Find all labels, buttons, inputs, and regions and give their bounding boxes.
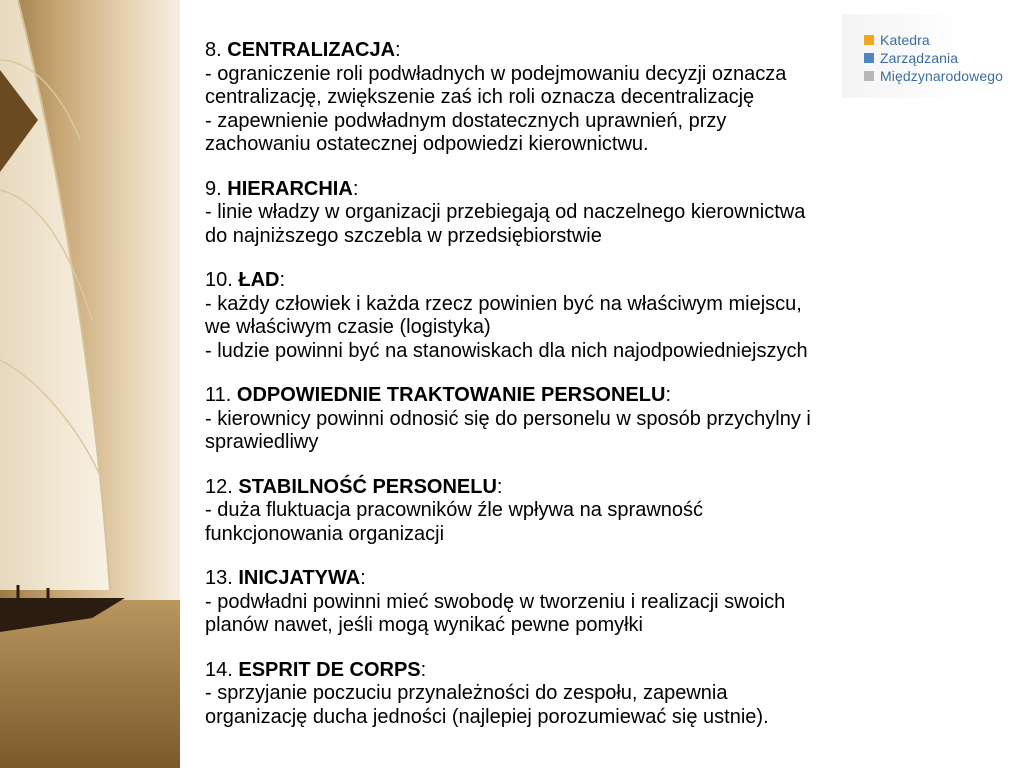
principle-number: 11. (205, 384, 232, 406)
principle-heading: 13. INICJATYWA: (205, 567, 366, 589)
principle-number: 9. (205, 177, 222, 200)
principle-heading: 8. CENTRALIZACJA: (205, 39, 401, 61)
sailboat-illustration (0, 0, 180, 768)
principle-text-line: zachowaniu ostatecznej odpowiedzi kierownictwu. (205, 133, 649, 155)
principle-text-line: - ograniczenie roli podwładnych w podejmowaniu decyzji oznacza (205, 62, 787, 85)
principle-title: INICJATYWA (238, 567, 361, 589)
principle-14-section (205, 659, 965, 730)
principle-8-section (205, 39, 965, 157)
principle-text-line: - podwładni powinni mieć swobodę w tworzeniu i realizacji swoich (205, 590, 786, 613)
principle-title: ESPRIT DE CORPS (238, 658, 421, 681)
principle-number: 8. (205, 39, 222, 61)
principle-title: STABILNOŚĆ PERSONELU (238, 475, 497, 498)
principle-text-line: - linie władzy w organizacji przebiegają od naczelnego kierownictwa (205, 201, 806, 223)
principle-heading: 12. STABILNOŚĆ PERSONELU: (205, 475, 503, 498)
principle-heading: 14. ESPRIT DE CORPS: (205, 658, 427, 681)
principle-10-section (205, 269, 965, 363)
principle-number: 13. (205, 567, 233, 589)
logo-line-2: Zarządzania (880, 50, 959, 66)
principle-text-line: - sprzyjanie poczuciu przynależności do zespołu, zapewnia (205, 682, 728, 704)
principle-text-line: - zapewnienie podwładnym dostatecznych uprawnień, przy (205, 109, 727, 132)
principle-12-section (205, 476, 965, 547)
principle-heading: 9. HIERARCHIA: (205, 177, 359, 200)
principle-text-line: sprawiedliwy (205, 431, 319, 453)
principle-text-line: - ludzie powinni być na stanowiskach dla nich najodpowiedniejszych (205, 339, 808, 362)
principle-heading: 10. ŁAD: (205, 269, 286, 291)
principle-11-section (205, 384, 965, 455)
principle-title: CENTRALIZACJA (227, 39, 396, 61)
principle-text-line: centralizację, zwiększenie zaś ich roli oznacza decentralizację (205, 86, 755, 108)
principle-title: ODPOWIEDNIE TRAKTOWANIE PERSONELU (236, 384, 666, 406)
principle-13-section (205, 567, 965, 638)
principle-text-line: - duża fluktuacja pracowników źle wpływa na sprawność (205, 499, 704, 521)
principle-text-line: funkcjonowania organizacji (205, 522, 445, 545)
principle-title: HIERARCHIA (227, 177, 353, 200)
principle-text-line: organizację ducha jedności (najlepiej porozumiewać się ustnie). (205, 705, 769, 728)
decorative-sailboat-image (0, 0, 180, 768)
principle-title: ŁAD (238, 269, 280, 291)
logo-line-3: Międzynarodowego (880, 68, 1004, 84)
logo-line-1: Katedra (880, 32, 930, 48)
principle-9-section (205, 178, 965, 249)
principle-text-line: - kierownicy powinni odnosić się do personelu w sposób przychylny i (205, 407, 811, 430)
principle-number: 14. (205, 658, 233, 681)
principles-list (205, 39, 965, 729)
principle-heading: 11. ODPOWIEDNIE TRAKTOWANIE PERSONELU: (205, 384, 671, 406)
principle-number: 10. (205, 269, 233, 291)
principle-number: 12. (205, 475, 233, 498)
principle-text-line: we właściwym czasie (logistyka) (205, 316, 491, 338)
principle-text-line: do najniższego szczebla w przedsiębiorstwie (205, 224, 602, 247)
principle-text-line: - każdy człowiek i każda rzecz powinien być na właściwym miejscu, (205, 292, 802, 315)
principle-text-line: planów nawet, jeśli mogą wynikać pewne pomyłki (205, 614, 643, 636)
